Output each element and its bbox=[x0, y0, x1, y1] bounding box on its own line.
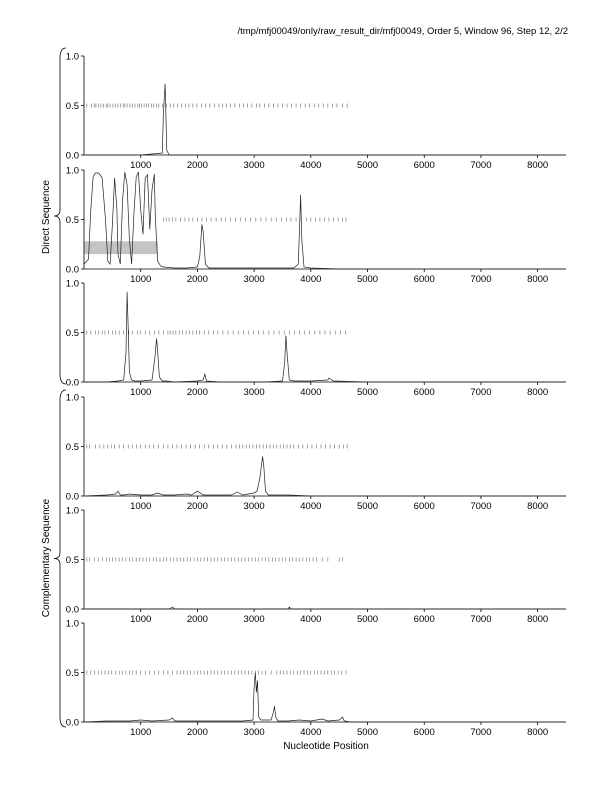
x-tick-label: 4000 bbox=[300, 614, 322, 625]
x-tick-label: 7000 bbox=[470, 501, 492, 512]
x-tick-label: 6000 bbox=[413, 274, 435, 285]
series-line-1 bbox=[84, 292, 566, 382]
x-tick-label: 6000 bbox=[413, 727, 435, 738]
y-tick-label: 0.0 bbox=[65, 377, 79, 389]
x-tick-label: 5000 bbox=[356, 387, 379, 398]
x-tick-label: 7000 bbox=[470, 727, 492, 738]
x-tick-label: 6000 bbox=[413, 387, 435, 398]
y-tick-label: 0.0 bbox=[65, 150, 79, 162]
y-tick-label: 0.5 bbox=[65, 328, 79, 339]
x-tick-label: 5000 bbox=[356, 160, 379, 171]
y-tick-label: 1.0 bbox=[65, 618, 79, 630]
x-tick-label: 1000 bbox=[130, 387, 152, 398]
x-tick-label: 4000 bbox=[300, 501, 322, 512]
x-tick-label: 3000 bbox=[243, 501, 265, 512]
panel-1 bbox=[66, 52, 566, 172]
x-tick-label: 3000 bbox=[243, 274, 265, 285]
y-tick-label: 1.0 bbox=[65, 278, 79, 290]
x-tick-label: 7000 bbox=[470, 387, 492, 398]
x-tick-label: 6000 bbox=[413, 614, 435, 625]
y-tick-label: 0.5 bbox=[65, 215, 79, 226]
panel-2 bbox=[66, 166, 566, 286]
x-tick-label: 8000 bbox=[527, 274, 549, 285]
x-tick-label: 2000 bbox=[186, 274, 208, 285]
y-tick-label: 1.0 bbox=[65, 51, 79, 63]
x-tick-label: 4000 bbox=[300, 274, 322, 285]
x-tick-label: 5000 bbox=[356, 727, 379, 738]
x-tick-label: 1000 bbox=[130, 614, 152, 625]
x-tick-label: 7000 bbox=[470, 614, 492, 625]
x-tick-label: 4000 bbox=[300, 727, 322, 738]
series-line-1 bbox=[84, 84, 566, 155]
x-tick-label: 6000 bbox=[413, 501, 435, 512]
x-axis-label: Nucleotide Position bbox=[283, 741, 369, 752]
panel-5 bbox=[66, 506, 566, 626]
y-tick-label: 0.0 bbox=[65, 491, 79, 503]
x-tick-label: 8000 bbox=[527, 160, 549, 171]
x-tick-label: 2000 bbox=[186, 160, 208, 171]
x-tick-label: 1000 bbox=[130, 501, 152, 512]
brace-complementary bbox=[54, 390, 66, 727]
chart-panels bbox=[66, 52, 566, 739]
brace-direct bbox=[54, 48, 66, 384]
x-tick-label: 8000 bbox=[527, 501, 549, 512]
group-label-complementary: Complementary Sequence bbox=[41, 498, 52, 618]
panel-4 bbox=[66, 393, 566, 513]
y-tick-label: 1.0 bbox=[65, 392, 79, 404]
page-title: /tmp/mfj00049/only/raw_result_dir/mfj00049, Order 5, Window 96, Step 12, 2/2 bbox=[237, 26, 568, 37]
group-label-direct: Direct Sequence bbox=[41, 180, 52, 254]
x-tick-label: 8000 bbox=[527, 614, 549, 625]
y-tick-label: 1.0 bbox=[65, 165, 79, 177]
x-tick-label: 2000 bbox=[186, 614, 208, 625]
y-tick-label: 0.0 bbox=[65, 717, 79, 729]
y-tick-label: 1.0 bbox=[65, 505, 79, 517]
x-tick-label: 5000 bbox=[356, 614, 379, 625]
x-tick-label: 8000 bbox=[527, 387, 549, 398]
x-tick-label: 2000 bbox=[186, 387, 208, 398]
y-tick-label: 0.5 bbox=[65, 442, 79, 453]
series-line-1 bbox=[84, 607, 566, 609]
series-line-1 bbox=[84, 673, 566, 723]
x-tick-label: 5000 bbox=[356, 274, 379, 285]
x-tick-label: 3000 bbox=[243, 387, 265, 398]
y-tick-label: 0.0 bbox=[65, 604, 79, 616]
y-tick-label: 0.5 bbox=[65, 668, 79, 679]
x-tick-label: 3000 bbox=[243, 160, 265, 171]
series-line-1 bbox=[84, 172, 566, 269]
y-tick-label: 0.5 bbox=[65, 555, 79, 566]
x-tick-label: 4000 bbox=[300, 160, 322, 171]
x-tick-label: 3000 bbox=[243, 614, 265, 625]
x-tick-label: 3000 bbox=[243, 727, 265, 738]
y-tick-label: 0.0 bbox=[65, 264, 79, 276]
x-tick-label: 1000 bbox=[130, 274, 152, 285]
x-tick-label: 2000 bbox=[186, 727, 208, 738]
x-tick-label: 7000 bbox=[470, 274, 492, 285]
x-tick-label: 1000 bbox=[130, 727, 152, 738]
x-tick-label: 1000 bbox=[130, 160, 152, 171]
group-braces bbox=[54, 48, 66, 727]
series-line-1 bbox=[84, 456, 566, 496]
x-tick-label: 8000 bbox=[527, 727, 549, 738]
panel-6 bbox=[66, 619, 566, 739]
x-tick-label: 2000 bbox=[186, 501, 208, 512]
panel-3 bbox=[66, 279, 566, 399]
x-tick-label: 6000 bbox=[413, 160, 435, 171]
x-tick-label: 7000 bbox=[470, 160, 492, 171]
x-tick-label: 5000 bbox=[356, 501, 379, 512]
y-tick-label: 0.5 bbox=[65, 101, 79, 112]
x-tick-label: 4000 bbox=[300, 387, 322, 398]
